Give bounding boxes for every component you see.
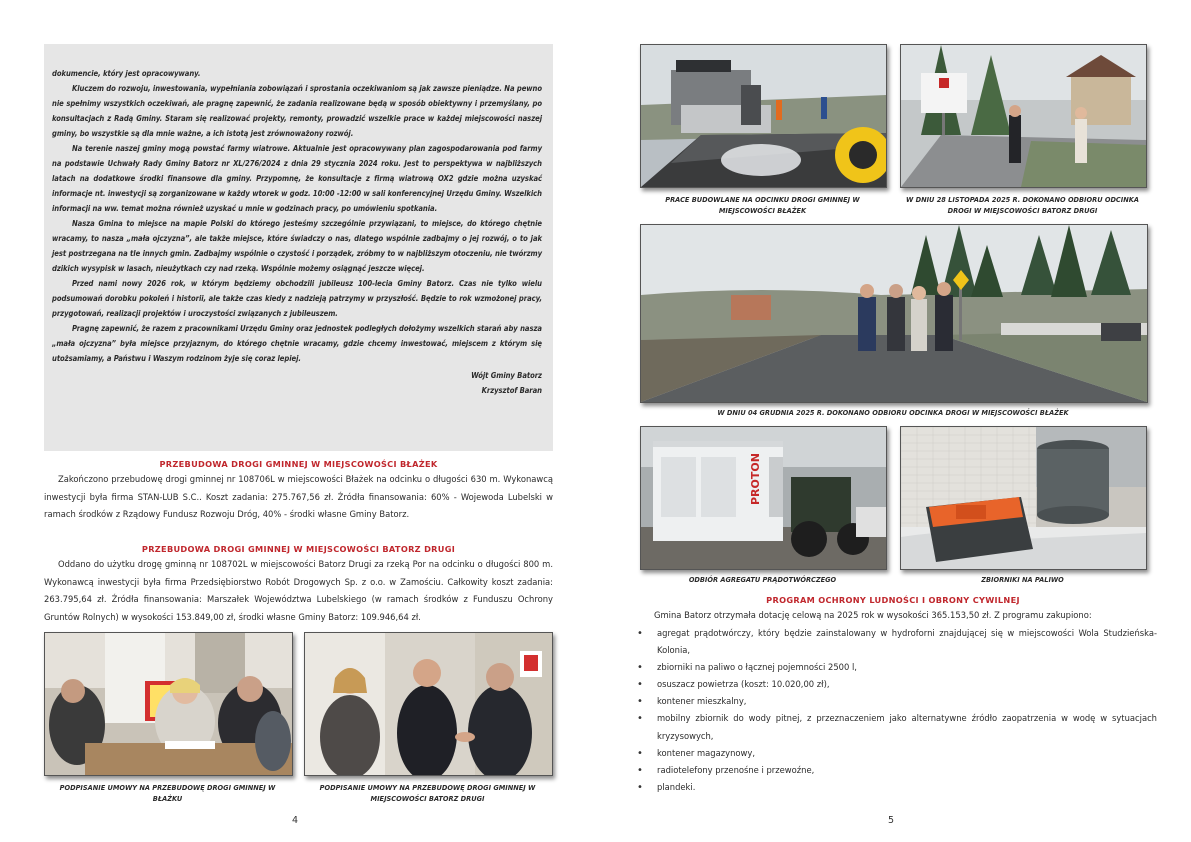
signature-name: Krzysztof Baran [481,386,542,395]
list-item: • radiotelefony przenośne i przewoźne, [637,762,1157,779]
caption-generator: ODBIÓR AGREGATU PRĄDOTWÓRCZEGO [688,576,837,584]
letter-paragraph: Przed nami nowy 2026 rok, w którym będziemy obchodzili jubileusz 100-lecia Gminy Batorz. Czas nie tylko wielu podsumowań dorobku pokoleń i historii, ale także czas kiedy z nadzieją patrzymy w przyszłość. Będzie to rok wzmożonej pracy, przygotowań, realizacji projektów i uroczystości związanych z jubileuszem. [52,279,542,318]
letter-paragraph: Kluczem do rozwoju, inwestowania, wypełniania zobowiązań i sprostania oczekiwaniom są jak zawsze pieniądze. Na pewno nie spełnimy wszystkich oczekiwań, ale pragnę zapewnić, że zadania realizowane będą w sposób obiektywny i przemyślany, po konsultacjach z Radą Gminy. Staram się realizować projekty, remonty, prowadzić wszelkie prace w każdej miejscowości naszej gminy, bo wszystkie są dla mnie ważne, a ich istotą jest zrównoważony rozwój. [52,84,542,138]
letter-paragraph: Pragnę zapewnić, że razem z pracownikami Urzędu Gminy oraz jednostek podległych dołożymy wszelkich starań aby nasza „mała ojczyzna” była miejsce przyjaznym, do którego chętnie wracamy, gdzie chcemy inwestować, miejscem z którym się utożsamiamy, a Państwu i Waszym rodzinom żyje się coraz lepiej. [52,324,542,363]
caption-signing-batorz: PODPISANIE UMOWY NA PRZEBUDOWĘ DROGI GMINNEJ W MIEJSCOWOŚCI BATORZ DRUGI [319,784,536,803]
photo-acceptance-blazek [640,224,1148,403]
section-title-blazek: PRZEBUDOWA DROGI GMINNEJ W MIEJSCOWOŚCI BŁAŻEK [159,459,438,469]
section-text-batorz: Oddano do użytku drogę gminną nr 108702L w miejscowości Batorz Drugi za rzeką Por na odcinku o długości 800 m. Wykonawcą inwestycji była firma Przedsiębiorstwo Robót Drogowych Sp. z o.o. w Zamościu. Całkowity koszt zadania: 263.795,64 zł. Źródła finansowania: Marszałek Województwa Lubelskiego (w ramach środków z Funduszu Ochrony Gruntów Rolnych) w wysokości 153.849,00 zł, środki własne Gminy Batorz: 109.946,64 zł. [44,559,553,622]
caption-acceptance-blazek: W DNIU 04 GRUDNIA 2025 R. DOKONANO ODBIORU ODCINKA DROGI W MIEJSCOWOŚCI BŁAŻEK [717,409,1069,417]
caption-fuel-tanks: ZBIORNIKI NA PALIWO [981,576,1064,584]
page-number-right: 5 [888,815,895,826]
letter-paragraph: Na terenie naszej gminy mogą powstać farmy wiatrowe. Aktualnie jest opracowywany plan zagospodarowania pod farmy na podstawie Uchwały Rady Gminy Batorz nr XL/276/2024 z dnia 29 stycznia 2024 roku. Jest to perspektywa w najbliższych latach na dodatkowe środki finansowe dla gminy. Przypomnę, że konsultacje z firmą wiatrową OX2 gdzie można uzyskać informacje nt. inwestycji są zorganizowane w każdy wtorek w godz. 10:00 -12:00 w sali konferencyjnej Urzędu Gminy. Wszelkich informacji na ww. temat można również uzyskać u mnie w godzinach pracy, po umówieniu spotkania. [52,144,542,213]
caption-acceptance-batorz: W DNIU 28 LISTOPADA 2025 R. DOKONANO ODBIORU ODCINKA DROGI W MIEJSCOWOŚCI BATORZ DRUGI [906,196,1139,215]
photo-fuel-tanks [900,426,1147,570]
list-item: • kontener magazynowy, [637,745,1157,762]
list-item: • kontener mieszkalny, [637,693,1157,710]
page-number-left: 4 [292,815,299,826]
caption-construction: PRACE BUDOWLANE NA ODCINKU DROGI GMINNEJ W MIEJSCOWOŚCI BŁAŻEK [665,196,860,215]
caption-signing-blazek: PODPISANIE UMOWY NA PRZEBUDOWĘ DROGI GMINNEJ W BŁAŻKU [59,784,276,803]
letter-paragraph: dokumencie, który jest opracowywany. [52,69,201,78]
photo-signing-blazek [44,632,293,776]
generator-brand-label: PROTON [749,453,762,505]
photo-signing-batorz [304,632,553,776]
letter-paragraph: Nasza Gmina to miejsce na mapie Polski do którego jesteśmy szczególnie przywiązani, to miejsce, do którego chętnie wracamy, to nasza „mała ojczyzna”, ale także miejsce, które świadczy o nas, dlatego wspólnie zadbajmy o jej rozwój, o to jak jest postrzegana na tle innych gmin. Zadbajmy wspólnie o czystość i porządek, zróbmy to w najbliższym otoczeniu, nie twórzmy dzikich wysypisk w lasach, nieużytkach czy nad rzeką. Wspólnie możemy osiągnąć jeszcze więcej. [52,219,542,273]
section-title-civil-defense: PROGRAM OCHRONY LUDNOŚCI I OBRONY CYWILNEJ [766,595,1020,605]
list-item: • mobilny zbiornik do wody pitnej, z przeznaczeniem jako alternatywne źródło zaopatrzenia w wodę w sytuacjach kryzysowych, [637,710,1157,744]
signature-title: Wójt Gminy Batorz [471,371,542,380]
list-item: • plandeki. [637,779,1157,796]
list-item: • agregat prądotwórczy, który będzie zainstalowany w hydroforni znajdującej się w miejscowości Wola Studzieńska-Kolonia, [637,625,1157,659]
photo-generator [640,426,887,570]
mayor-letter [52,66,542,398]
section-text-blazek: Zakończono przebudowę drogi gminnej nr 108706L w miejscowości Błażek na odcinku o długości 630 m. Wykonawcą inwestycji była firma STAN-LUB S.C.. Koszt zadania: 275.767,56 zł. Źródła finansowania: 60% - Wojewoda Lubelski w ramach środków z Rządowy Fundusz Rozwoju Dróg, 40% - środki własne Gminy Batorz. [44,474,553,520]
section-intro-civil-defense: Gmina Batorz otrzymała dotację celową na 2025 rok w wysokości 365.153,50 zł. Z programu zakupiono: [654,610,1092,620]
photo-construction [640,44,887,188]
section-title-batorz: PRZEBUDOWA DROGI GMINNEJ W MIEJSCOWOŚCI BATORZ DRUGI [141,544,456,554]
list-item: • zbiorniki na paliwo o łącznej pojemności 2500 l, [637,659,1157,676]
list-item: • osuszacz powietrza (koszt: 10.020,00 zł), [637,676,1157,693]
photo-acceptance-batorz [900,44,1147,188]
purchased-items-list [637,625,1157,796]
